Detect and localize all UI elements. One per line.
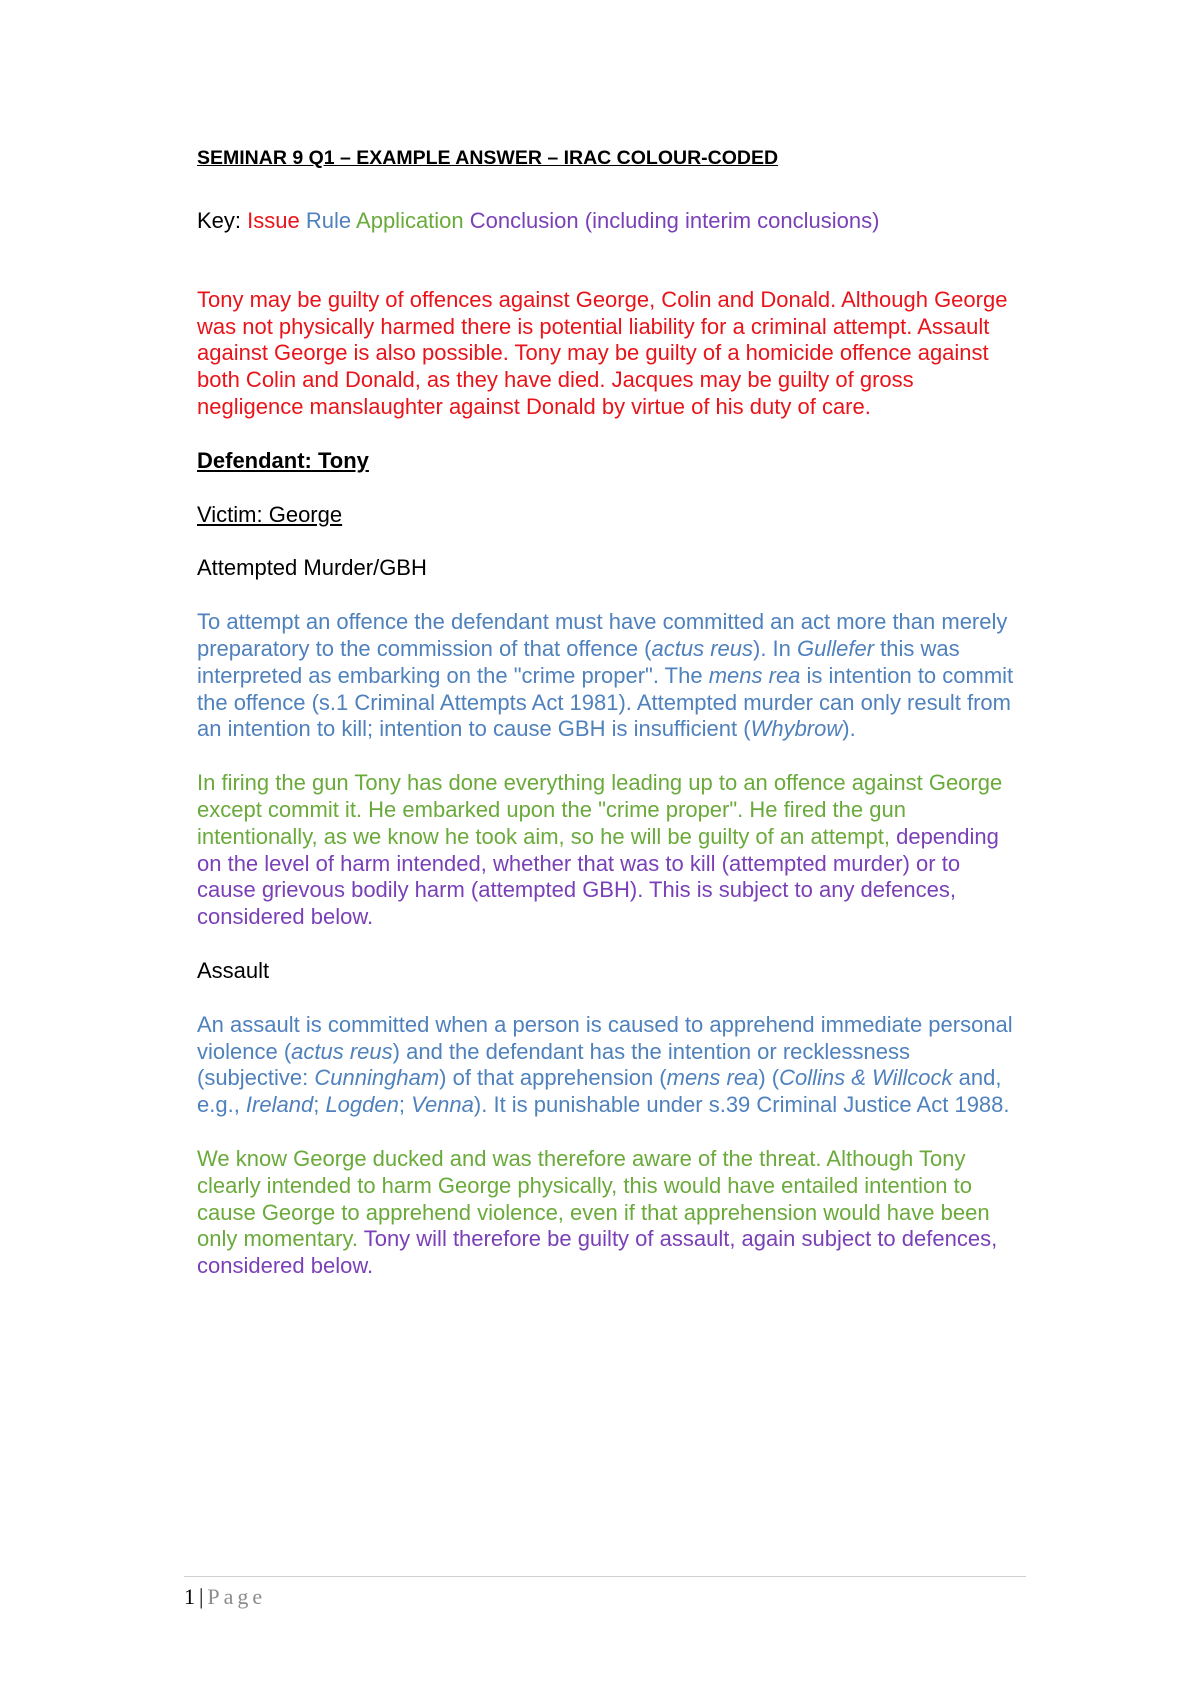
key-label: Key:: [197, 208, 242, 233]
colour-key: [197, 208, 1017, 235]
rule-text: this was interpreted as embarking on the "crime proper". The: [197, 635, 960, 688]
page-number: 1: [184, 1584, 195, 1609]
rule-text: ).: [842, 716, 856, 742]
rule-text: and, e.g.,: [197, 1065, 1002, 1118]
rule-text: ) and the defendant has the intention or recklessness (subjective:: [197, 1038, 910, 1091]
rule-text: ;: [398, 1092, 412, 1118]
conclusion-text: depending on the level of harm intended, whether that was to kill (attempted murder) or to cause grievous bodily harm (attempted GBH). This is subject to any defences, considered below.: [197, 823, 999, 930]
document-body: [197, 146, 1017, 1280]
case-name: Ireland: [245, 1092, 314, 1118]
rule-text: ). In: [753, 635, 798, 661]
page-label: Page: [207, 1584, 267, 1609]
rule-text: is intention to commit the offence (s.1 Criminal Attempts Act 1981). Attempted murder can only result from an intention to kill; intention to cause GBH is insufficient (: [197, 662, 1014, 742]
case-name: Collins & Willcock: [779, 1065, 953, 1091]
application-paragraph-assault: [197, 1146, 1017, 1280]
section-heading-assault: Assault: [197, 957, 270, 983]
conclusion-text: Tony will therefore be guilty of assault, again subject to defences, considered below.: [197, 1226, 998, 1279]
key-rule: Rule: [305, 208, 352, 233]
case-name: Venna: [411, 1092, 474, 1118]
rule-italic: mens rea: [666, 1065, 759, 1091]
case-name: Logden: [325, 1092, 399, 1118]
application-text: We know George ducked and was therefore aware of the threat. Although Tony clearly intended to harm George physically, this would have entailed intention to cause George to apprehend violence, even if that apprehension would have been only momentary.: [197, 1145, 990, 1252]
rule-italic: actus reus: [651, 635, 753, 661]
key-conclusion: Conclusion (including interim conclusions): [469, 208, 880, 233]
case-name: Whybrow: [750, 716, 843, 742]
rule-text: To attempt an offence the defendant must have committed an act more than merely preparatory to the commission of that offence (: [197, 609, 1008, 661]
page-footer: [184, 1584, 266, 1610]
rule-italic: mens rea: [708, 662, 801, 688]
rule-text: ;: [313, 1092, 326, 1118]
rule-text: ) of that apprehension (: [439, 1065, 667, 1091]
key-issue: Issue: [247, 208, 300, 233]
key-application: Application: [356, 208, 464, 233]
application-paragraph-attempt: [197, 770, 1017, 931]
footer-divider: [184, 1576, 1026, 1577]
rule-italic: actus reus: [291, 1038, 393, 1064]
intro-issue-paragraph: Tony may be guilty of offences against George, Colin and Donald. Although George was not physically harmed there is potential liability for a criminal attempt. Assault against George is also possible. Tony may be guilty of a homicide offence against both Colin and Donald, as they have died. Jacques may be guilty of gross negligence manslaughter against Donald by virtue of his duty of care.: [197, 286, 1008, 419]
rule-paragraph-assault: [197, 1012, 1017, 1119]
application-text: In firing the gun Tony has done everything leading up to an offence against George except commit it. He embarked upon the "crime proper". He fired the gun intentionally, as we know he took aim, so he will be guilty of an attempt,: [197, 770, 1003, 849]
page-title: SEMINAR 9 Q1 – EXAMPLE ANSWER – IRAC COLOUR-CODED: [197, 147, 779, 169]
case-name: Gullefer: [797, 635, 875, 661]
victim-heading-text: Victim: George: [197, 501, 343, 527]
rule-text: ). It is punishable under s.39 Criminal Justice Act 1988.: [473, 1092, 1010, 1118]
rule-paragraph-attempt: [197, 609, 1017, 743]
victim-heading: [197, 502, 1017, 529]
footer-separator: |: [199, 1584, 204, 1609]
rule-text: ) (: [758, 1065, 780, 1091]
case-name: Cunningham: [314, 1065, 440, 1091]
section-heading-attempt: Attempted Murder/GBH: [197, 555, 427, 581]
defendant-heading: Defendant: Tony: [197, 447, 369, 473]
rule-text: An assault is committed when a person is caused to apprehend immediate personal violence (: [197, 1011, 1013, 1064]
